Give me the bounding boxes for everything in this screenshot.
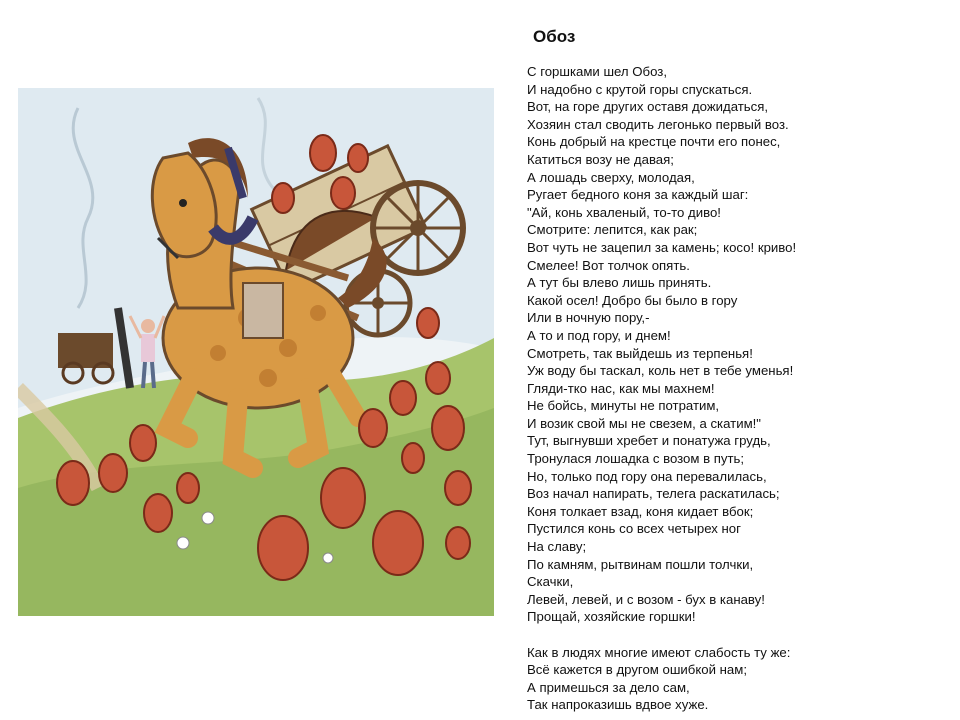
moral-line: А примешься за дело сам, [527, 679, 690, 695]
poem-line: Вот, на горе других оставя дожидаться, [527, 99, 769, 115]
moral-line: Всё кажется в другом ошибкой нам; [527, 662, 747, 678]
stanza-gap [527, 626, 947, 644]
horse-cart-with-pots-illustration [18, 88, 494, 616]
poem-line: Воз начал напирать, телега раскатилась; [527, 486, 780, 502]
poem-line: Конь добрый на крестце почти его понес, [527, 134, 781, 150]
poem-line: А лошадь сверху, молодая, [527, 169, 695, 185]
poem-line: Прощай, хозяйские горшки! [527, 609, 696, 625]
poem-line: Тронулася лошадка с возом в путь; [527, 451, 745, 467]
horse-cart-illustration [18, 88, 494, 616]
moral-line: Как в людях многие имеют слабость ту же: [527, 644, 791, 660]
poem-line: А то и под гору, и днем! [527, 327, 671, 343]
poem-line: Катиться возу не давая; [527, 151, 674, 167]
poem-line: Тут, выгнувши хребет и понатужа грудь, [527, 433, 771, 449]
poem-line: Вот чуть не зацепил за камень; косо! криво! [527, 239, 797, 255]
poem-line: Хозяин стал сводить легонько первый воз. [527, 116, 789, 132]
poem-line: Не бойсь, минуты не потратим, [527, 398, 720, 414]
poem-line: Пустился конь со всех четырех ног [527, 521, 741, 537]
poem-line: Смелее! Вот толчок опять. [527, 257, 690, 273]
poem-line: "Ай, конь хваленый, то-то диво! [527, 204, 721, 220]
poem-line: Уж воду бы таскал, коль нет в тебе уменья! [527, 363, 794, 379]
poem-line: С горшками шел Обоз, [527, 64, 667, 79]
poem-title: Обоз [533, 27, 576, 46]
poem-line: На славу; [527, 539, 587, 555]
moral-line: Так напроказишь вдвое хуже. [527, 697, 709, 713]
poem-line: А тут бы влево лишь принять. [527, 275, 712, 291]
poem-line: Ругает бедного коня за каждый шаг: [527, 187, 749, 203]
poem-line: Скачки, [527, 574, 574, 590]
poem-line: Какой осел! Добро бы было в гору [527, 292, 738, 308]
poem-line: По камням, рытвинам пошли толчки, [527, 556, 754, 572]
poem-line: Но, только под гору она перевалилась, [527, 468, 767, 484]
poem-line: Коня толкает взад, коня кидает вбок; [527, 503, 754, 519]
poem-line: Левей, левей, и с возом - бух в канаву! [527, 591, 765, 607]
poem-text [527, 63, 947, 714]
poem-line: Смотрите: лепится, как рак; [527, 222, 698, 238]
poem-line: И надобно с крутой горы спускаться. [527, 81, 753, 97]
poem-line: Гляди-тко нас, как мы махнем! [527, 380, 715, 396]
poem-line: Или в ночную пору,- [527, 310, 650, 326]
poem-line: И возик свой мы не свезем, а скатим!" [527, 415, 761, 431]
poem-line: Смотреть, так выйдешь из терпенья! [527, 345, 753, 361]
